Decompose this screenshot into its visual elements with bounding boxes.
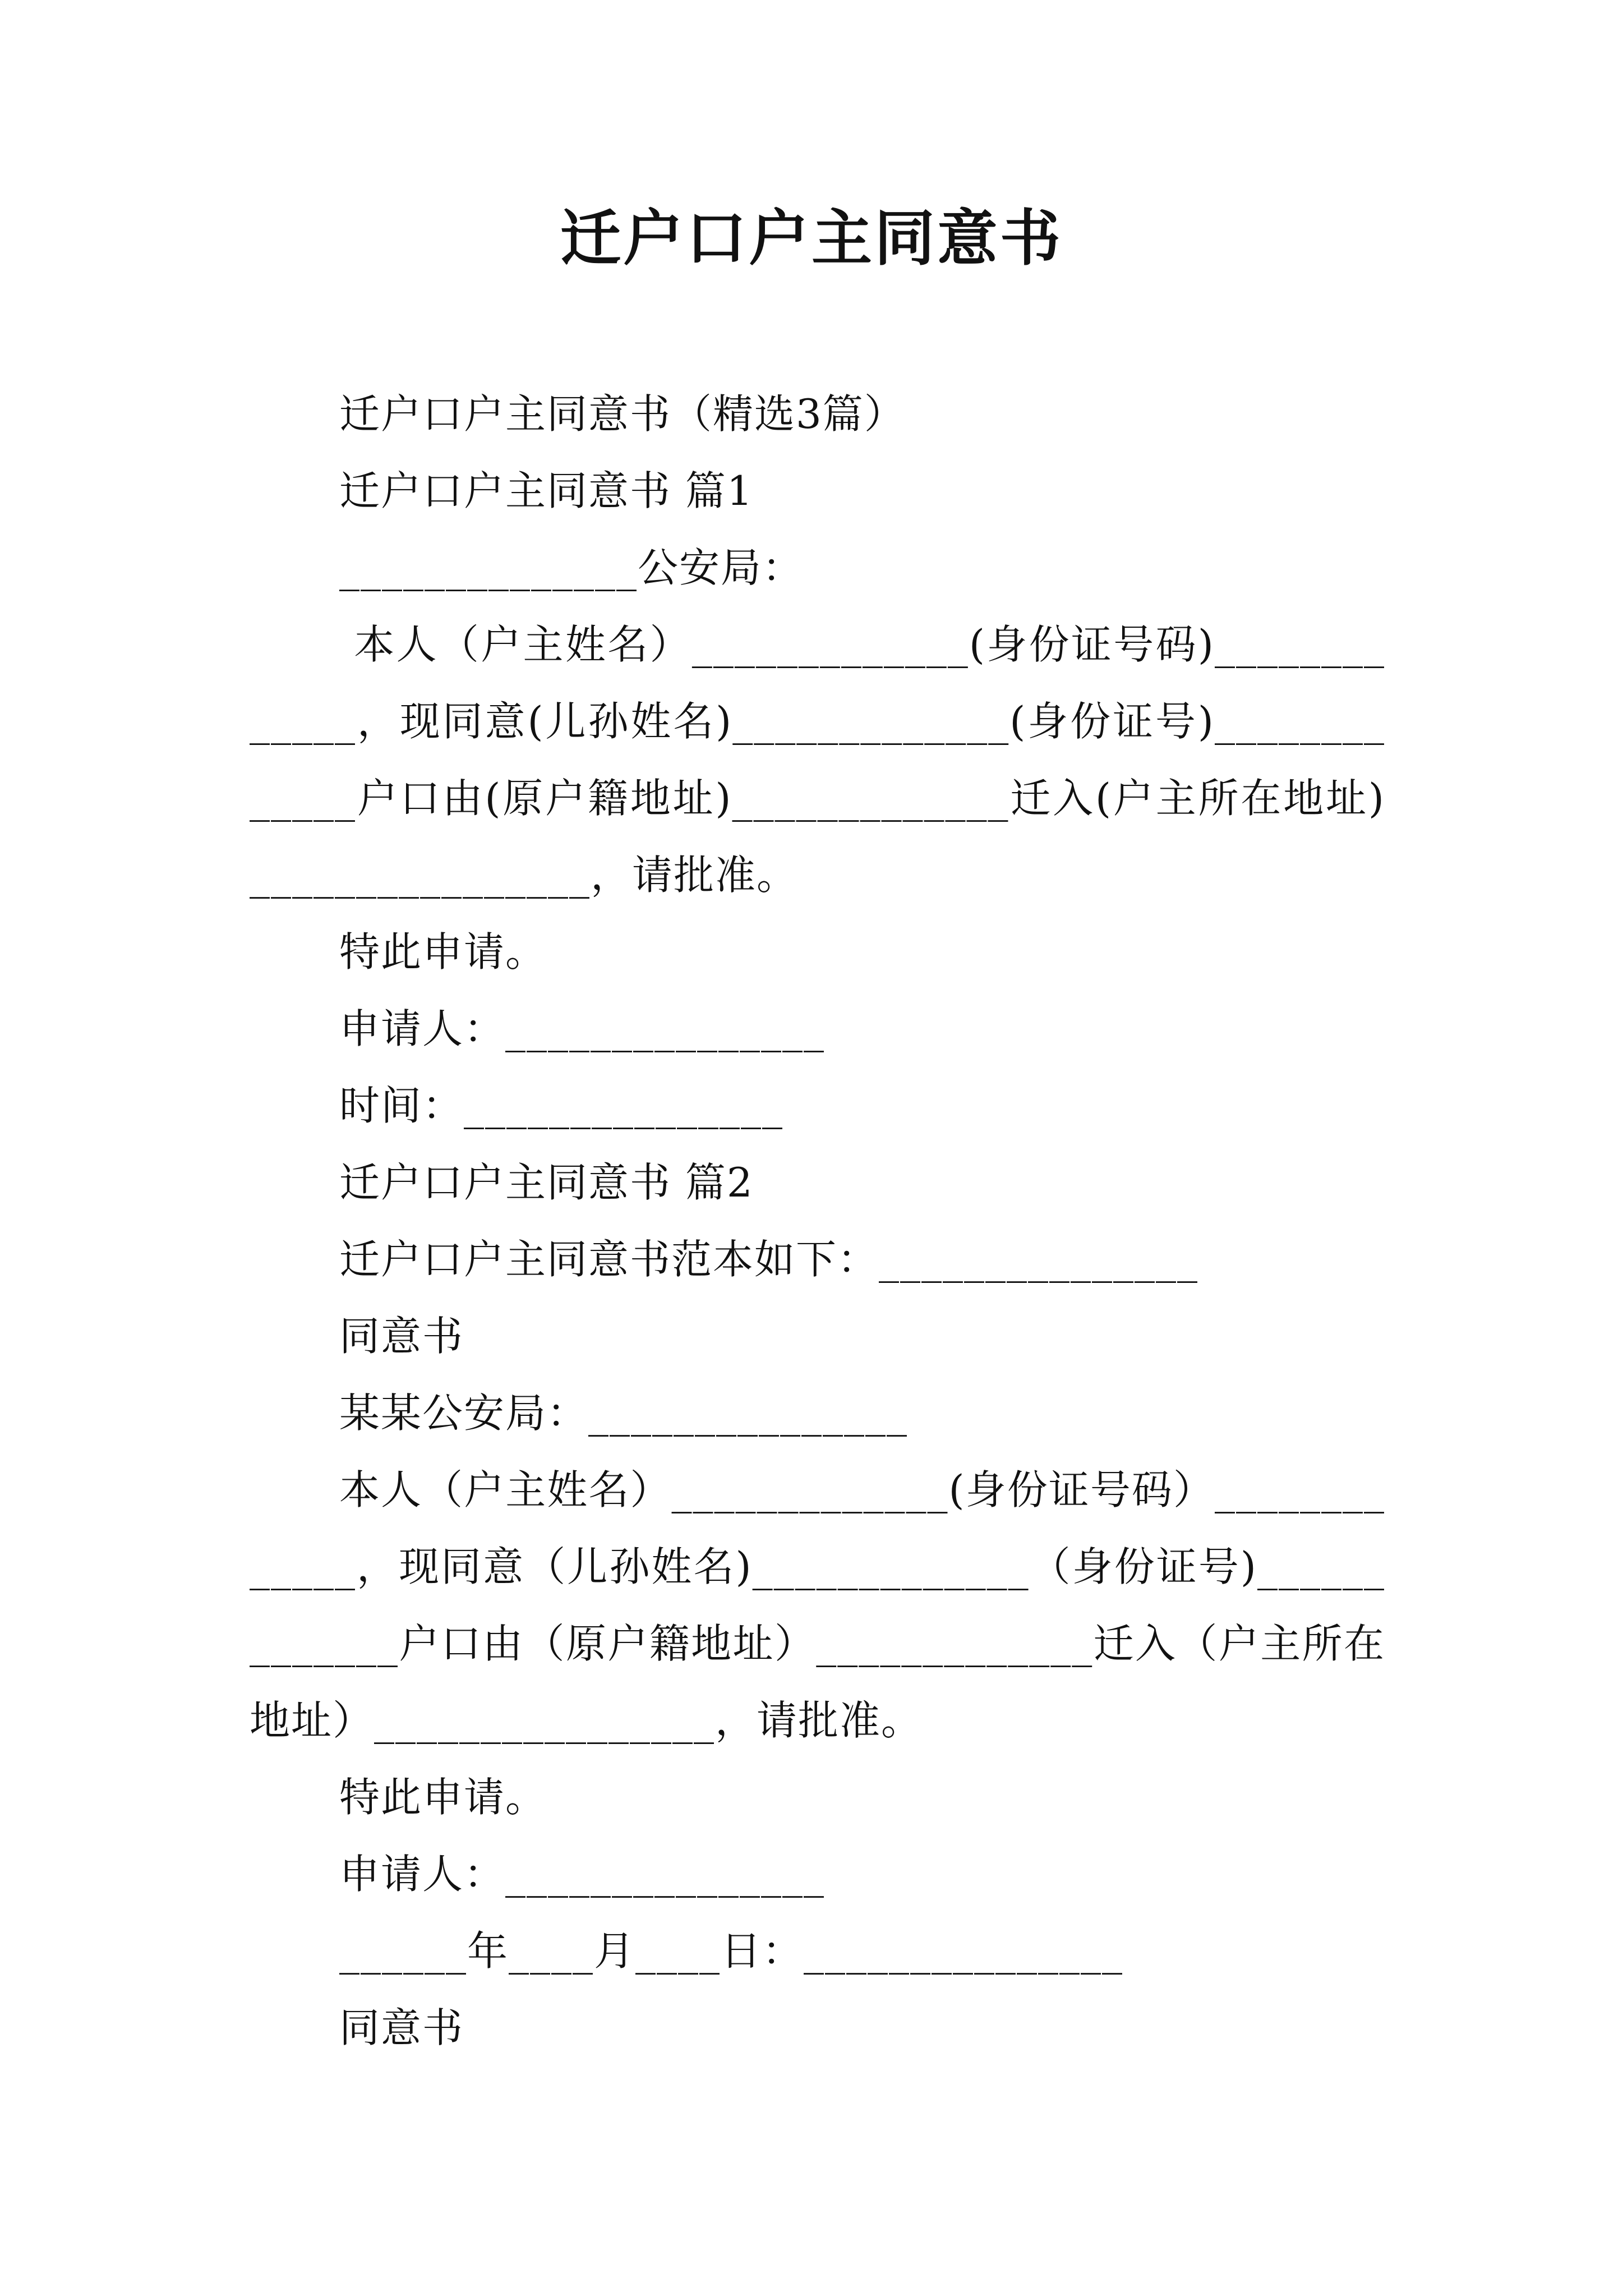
consent-heading: 同意书 xyxy=(339,1313,464,1360)
document-body xyxy=(250,376,1385,2067)
request-paragraph-1: 本人（户主姓名）_____________(身份证号码)_____________，现同意(儿孙姓名)_____________(身份证号)_____________户口由(原户籍地址)_____________迁入(户主所在地址)________________，请批准。 xyxy=(250,621,1385,899)
date-line-2: ______年____月____日：_______________ xyxy=(339,1927,1124,1975)
closing-line: 特此申请。 xyxy=(339,928,547,976)
request-paragraph-2: 本人（户主姓名）_____________(身份证号码）_____________，现同意（儿孙姓名)_____________（身份证号)_____________户口由（原户籍地址）_____________迁入（户主所在地址）________________，请批准。 xyxy=(250,1466,1385,1744)
consent-heading-2: 同意书 xyxy=(339,2004,464,2051)
addressee-line: ______________公安局： xyxy=(339,544,804,591)
closing-line-2: 特此申请。 xyxy=(339,1774,547,1821)
template-intro-line: 迁户口户主同意书范本如下：_______________ xyxy=(339,1236,1199,1283)
applicant-line-2: 申请人：_______________ xyxy=(339,1851,826,1898)
section-heading-2: 迁户口户主同意书 篇2 xyxy=(339,1159,754,1206)
date-line: 时间：_______________ xyxy=(339,1082,784,1129)
addressee-line-2: 某某公安局：_______________ xyxy=(339,1389,909,1437)
paragraph-heading: 迁户口户主同意书（精选3篇） xyxy=(339,390,906,438)
section-heading-1: 迁户口户主同意书 篇1 xyxy=(339,467,754,514)
applicant-line: 申请人：_______________ xyxy=(339,1005,826,1052)
document-title: 迁户口户主同意书 xyxy=(560,203,1063,274)
